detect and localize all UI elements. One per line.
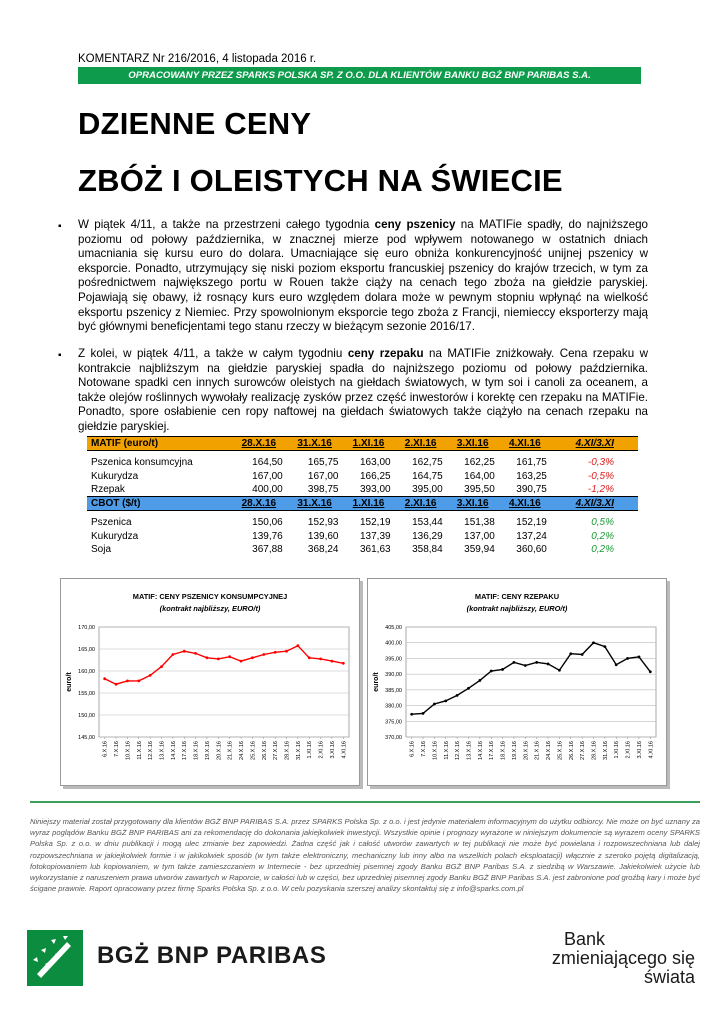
paragraph-wheat-pre: W piątek 4/11, a także na przestrzeni całego tygodnia	[78, 218, 375, 231]
table-row	[87, 470, 638, 484]
matif-header-cell: 3.XI.16	[447, 437, 499, 451]
price-cell: 395,00	[412, 484, 443, 495]
data-point	[581, 653, 584, 656]
data-point	[456, 694, 459, 697]
price-cell: 152,93	[307, 517, 339, 529]
data-point	[171, 653, 174, 656]
paragraph-wheat-post: na MATIFie spadły, do najniższego poziomu od połowy października, w znacznej mierze pod wpływem notowanego w ostatnich dniach umacniania się kursu euro do dolara. Umacniające się euro obniża konkurencyjność unijnej pszenicy w eksporcie. Ponadto, utrzymujący się niski poziom eksportu francuskiej pszenicy do krajów trzecich, w tym za pośrednictwem największego portu w Rouen także ciąży na cenach tego zboża na giełdzie paryskiej. Pojawiają się obawy, iż rosnący kurs euro względem dolara może w pewnym stopniu wpłynąć na wielkość eksportu pszenicy z Niemiec. Przy spowolnionym eksporcie tego zboża z Francji, niemieccy eksporterzy mają być głównymi beneficjentami tego stanu rzeczy w bieżącym sezonie 2016/17.	[78, 218, 648, 334]
data-point	[490, 670, 493, 673]
x-tick-label: 25.X.16	[250, 741, 257, 760]
x-tick-label: 19.X.16	[511, 741, 518, 760]
x-tick-label: 31.X.16	[602, 741, 609, 760]
slogan	[552, 930, 695, 987]
commodity-name: Soja	[91, 544, 112, 556]
wheat-chart-svg	[61, 579, 361, 787]
price-cell: 162,75	[412, 457, 443, 469]
data-point	[240, 660, 243, 663]
rapeseed-chart	[367, 578, 667, 786]
commodity-name: Pszenica konsumcyjna	[91, 457, 193, 469]
cbot-header-cell: 1.XI.16	[342, 497, 394, 511]
y-tick-label: 395,00	[385, 656, 402, 663]
data-point	[115, 683, 118, 686]
price-cell: 153,44	[412, 517, 443, 529]
y-tick-label: 155,00	[78, 691, 95, 697]
stars-icon	[27, 930, 83, 986]
paragraph-rapeseed-bold: ceny rzepaku	[347, 347, 424, 360]
price-cell: 163,25	[516, 470, 547, 482]
x-tick-label: 25.X.16	[557, 741, 564, 760]
table-row	[87, 456, 638, 470]
price-cell: 368,24	[307, 544, 339, 556]
y-tick-label: 170,00	[78, 625, 95, 631]
disclaimer-text: Niniejszy materiał został przygotowany dla klientów BGŻ BNP PARIBAS S.A. przez SPARKS Polska Sp. z o.o. i jest jedynie materiałem informacyjnym do użytku odbiorcy. Nie może on być uznany za wyraz poglądów Banku BGŻ BNP PARIBAS ani za rekomendację do dokonania jakiejkolwiek inwestycji. Wszystkie opinie i prognozy wyrażone w niniejszym dokumencie są wyrazem oceny SPARKS Polska Sp. z o.o. w dniu publikacji i mogą ulec zmianie bez zapowiedzi. Żadna część jak i całość utworów zawartych w tej publikacji nie może być powielana i rozpowszechniana lub dalej rozpowszechniana w jakiejkolwiek formie i w jakikolwiek sposób (w tym także elektroniczny, mechaniczny lub inny albo na wszelkich polach eksploatacji) włącznie z szeroko pojętą digitalizacją, fotokopiowaniem lub kopiowaniem, w tym także zamieszczaniem w Internecie - bez uprzedniej pisemnej zgody Banku BGŻ BNP Paribas S.A. z siedzibą w Warszawie. Jakiekolwiek użycie lub wykorzystanie z naruszeniem prawa utworów zawartych w Raporcie, w całości lub w części, bez uprzedniej pisemnej zgody Banku BGŻ BNP Paribas S.A. jest zabronione pod groźbą kary i może być ścigane prawnie. Raport opracowany przez firmę Sparks Polska Sp. z o.o. W celu pozyskania szerszej analizy skontaktuj się z info@sparks.com.pl	[30, 817, 700, 894]
matif-header-cell: 31.X.16	[287, 437, 343, 451]
price-cell: 165,75	[307, 457, 339, 469]
data-point	[478, 679, 481, 682]
x-tick-label: 27.X.16	[273, 741, 280, 760]
data-point	[547, 663, 550, 666]
matif-header	[87, 437, 638, 451]
table-row	[87, 543, 638, 557]
x-tick-label: 7.X.16	[114, 741, 121, 757]
price-cell: 163,00	[359, 457, 391, 469]
x-tick-label: 12.X.16	[148, 741, 155, 760]
x-tick-label: 24.X.16	[239, 741, 246, 760]
paragraph-rapeseed-pre: Z kolei, w piątek 4/11, a także w całym tygodniu	[78, 347, 348, 360]
x-tick-label: 11.X.16	[443, 741, 450, 760]
data-point	[103, 677, 106, 680]
cbot-header-cell: 4.XI/3.XI	[551, 497, 638, 511]
data-point	[331, 660, 334, 663]
data-point	[217, 658, 220, 661]
price-cell: 167,00	[307, 470, 339, 482]
y-tick-label: 150,00	[78, 713, 95, 719]
data-point	[615, 663, 618, 666]
cbot-header-cell: 4.XI.16	[499, 497, 551, 511]
price-cell: 398,75	[307, 484, 339, 495]
cbot-header-cell: 31.X.16	[287, 497, 343, 511]
price-cell: 136,29	[412, 530, 443, 542]
price-cell: 137,00	[464, 530, 495, 542]
data-point	[285, 650, 288, 653]
matif-header-cell: 4.XI/3.XI	[551, 437, 638, 451]
change-cell: -1,2%	[587, 484, 614, 495]
price-cell: 162,25	[464, 457, 495, 469]
x-tick-label: 31.X.16	[295, 741, 302, 760]
wheat-chart	[60, 578, 360, 786]
x-tick-label: 18.X.16	[500, 741, 507, 760]
x-tick-label: 1.XI.16	[307, 741, 314, 759]
x-tick-label: 14.X.16	[170, 741, 177, 760]
price-table	[87, 436, 638, 557]
commodity-name: Rzepak	[91, 484, 125, 495]
plot-area	[406, 627, 656, 737]
x-tick-label: 20.X.16	[523, 741, 530, 760]
data-point	[422, 712, 425, 715]
price-cell: 151,38	[464, 517, 495, 529]
x-tick-label: 12.X.16	[455, 741, 462, 760]
bullet-2: ▪	[58, 350, 62, 361]
price-cell: 393,00	[359, 484, 391, 495]
matif-header-cell: 28.X.16	[231, 437, 287, 451]
data-point	[603, 645, 606, 648]
price-cell: 361,63	[359, 544, 391, 556]
price-cell: 164,50	[252, 457, 283, 469]
x-tick-label: 27.X.16	[580, 741, 587, 760]
data-point	[513, 661, 516, 664]
x-tick-label: 1.XI.16	[614, 741, 621, 759]
data-point	[558, 669, 561, 672]
data-point	[149, 674, 152, 677]
price-cell: 167,00	[252, 470, 283, 482]
data-point	[160, 665, 163, 668]
data-point	[228, 655, 231, 658]
y-tick-label: 165,00	[78, 647, 95, 653]
y-tick-label: 380,00	[385, 703, 402, 710]
data-point	[262, 653, 265, 656]
slogan-line3: świata	[643, 967, 695, 987]
x-tick-label: 10.X.16	[125, 741, 132, 760]
x-tick-label: 20.X.16	[216, 741, 223, 760]
rapeseed-chart-title: MATIF: CENY RZEPAKU	[474, 592, 560, 601]
y-tick-label: 400,00	[385, 640, 402, 647]
paragraph-wheat-bold: ceny pszenicy	[374, 218, 456, 231]
x-tick-label: 18.X.16	[193, 741, 200, 760]
data-point	[467, 687, 470, 690]
price-cell: 150,06	[252, 517, 283, 529]
price-cell: 152,19	[359, 517, 391, 529]
matif-header-cell: MATIF (euro/t)	[87, 437, 231, 451]
slogan-line1: Bank	[563, 929, 605, 949]
y-tick-label: 160,00	[78, 669, 95, 675]
x-tick-label: 7.X.16	[421, 741, 428, 757]
x-tick-label: 26.X.16	[568, 741, 575, 760]
wheat-chart-subtitle: (kontrakt najbliższy, EURO/t)	[159, 604, 261, 613]
cbot-header-cell: 3.XI.16	[447, 497, 499, 511]
change-cell: 0,5%	[591, 517, 614, 529]
table-row	[87, 530, 638, 544]
bank-logo-icon	[27, 930, 83, 986]
data-point	[535, 661, 538, 664]
data-point	[638, 655, 641, 658]
cbot-header-cell: 2.XI.16	[395, 497, 447, 511]
cbot-header-cell: 28.X.16	[231, 497, 287, 511]
data-point	[296, 644, 299, 647]
slogan-line2: zmieniającego się	[551, 948, 695, 968]
y-tick-label: 145,00	[78, 735, 95, 741]
paragraph-rapeseed	[78, 347, 648, 435]
footer-divider	[30, 801, 700, 803]
x-tick-label: 11.X.16	[136, 741, 143, 760]
prepared-by-bar: OPRACOWANY PRZEZ SPARKS POLSKA SP. Z O.O. DLA KLIENTÓW BANKU BGŻ BNP PARIBAS S.A.	[78, 67, 641, 84]
x-tick-label: 2.XI.16	[318, 741, 325, 759]
price-cell: 164,75	[412, 470, 443, 482]
x-tick-label: 4.XI.16	[648, 741, 655, 759]
price-cell: 139,60	[307, 530, 339, 542]
price-cell: 395,50	[464, 484, 495, 495]
x-tick-label: 3.XI.16	[636, 741, 643, 759]
data-point	[126, 680, 129, 683]
data-point	[501, 668, 504, 671]
change-cell: 0,2%	[591, 530, 614, 542]
commodity-name: Pszenica	[91, 517, 132, 529]
data-point	[137, 680, 140, 683]
data-point	[183, 650, 186, 653]
table-row	[87, 483, 638, 497]
y-tick-label: 370,00	[385, 735, 402, 741]
price-cell: 137,39	[359, 530, 391, 542]
data-point	[319, 658, 322, 661]
data-point	[342, 662, 345, 665]
price-cell: 166,25	[359, 470, 391, 482]
page-title-line1: DZIENNE CENY	[78, 106, 312, 141]
y-tick-label: 405,00	[385, 625, 402, 631]
x-tick-label: 10.X.16	[432, 741, 439, 760]
price-cell: 152,19	[516, 517, 547, 529]
x-tick-label: 28.X.16	[284, 741, 291, 760]
commodity-name: Kukurydza	[91, 530, 139, 542]
y-tick-label: 390,00	[385, 672, 402, 679]
bullet-1: ▪	[58, 221, 62, 232]
price-cell: 359,94	[464, 544, 495, 556]
y-axis-label: euro/t	[66, 672, 73, 692]
y-axis-label: euro/t	[373, 672, 380, 692]
data-point	[444, 699, 447, 702]
price-cell: 161,75	[516, 457, 547, 469]
x-tick-label: 28.X.16	[591, 741, 598, 760]
x-tick-label: 6.X.16	[409, 741, 416, 757]
page-title-line2: ZBÓŻ I OLEISTYCH NA ŚWIECIE	[78, 163, 563, 198]
data-point	[194, 652, 197, 655]
paragraph-rapeseed-post: na MATIFie zniżkowały. Cena rzepaku w kontrakcie najbliższym na giełdzie paryskiej spadła do najniższego poziomu od połowy października. Notowane spadki cen innych surowców oleistych na giełdach światowych, w tym soi i canoli za oceanem, a także olejów roślinnych wywołały realizację zysków przez część inwestorów i korektę cen rzepaku na MATIFie. Ponadto, spore osłabienie cen ropy naftowej na giełdach światowych także ciążyło na cenach rzepaku na giełdzie paryskiej.	[78, 347, 649, 433]
x-tick-label: 4.XI.16	[341, 741, 348, 759]
x-tick-label: 3.XI.16	[329, 741, 336, 759]
rapeseed-chart-subtitle: (kontrakt najbliższy, EURO/t)	[466, 604, 568, 613]
change-cell: 0,2%	[591, 544, 614, 556]
data-point	[308, 656, 311, 659]
matif-header-cell: 4.XI.16	[499, 437, 551, 451]
change-cell: -0,5%	[587, 470, 614, 482]
rapeseed-chart-svg	[368, 579, 668, 787]
paragraph-wheat	[78, 218, 648, 335]
price-cell: 358,84	[412, 544, 443, 556]
data-point	[251, 656, 254, 659]
x-tick-label: 14.X.16	[477, 741, 484, 760]
x-tick-label: 19.X.16	[204, 741, 211, 760]
data-point	[569, 652, 572, 655]
data-point	[626, 657, 629, 660]
data-point	[433, 703, 436, 706]
x-tick-label: 13.X.16	[159, 741, 166, 760]
wheat-chart-title: MATIF: CENY PSZENICY KONSUMPCYJNEJ	[132, 592, 288, 601]
matif-header-cell: 2.XI.16	[395, 437, 447, 451]
price-cell: 390,75	[516, 484, 547, 495]
x-tick-label: 17.X.16	[182, 741, 189, 760]
x-tick-label: 6.X.16	[102, 741, 109, 757]
data-point	[206, 656, 209, 659]
matif-header-cell: 1.XI.16	[342, 437, 394, 451]
x-tick-label: 26.X.16	[261, 741, 268, 760]
x-tick-label: 2.XI.16	[625, 741, 632, 759]
x-tick-label: 17.X.16	[489, 741, 496, 760]
plot-area	[99, 627, 349, 737]
data-point	[649, 670, 652, 673]
price-cell: 400,00	[252, 484, 283, 495]
data-point	[274, 651, 277, 654]
x-tick-label: 21.X.16	[227, 741, 234, 760]
y-tick-label: 375,00	[385, 719, 402, 726]
x-tick-label: 24.X.16	[546, 741, 553, 760]
table-row	[87, 516, 638, 530]
commodity-name: Kukurydza	[91, 470, 139, 482]
data-point	[592, 641, 595, 644]
comment-header: KOMENTARZ Nr 216/2016, 4 listopada 2016 r.	[78, 53, 317, 65]
data-point	[410, 713, 413, 716]
cbot-header	[87, 497, 638, 511]
price-cell: 360,60	[516, 544, 547, 556]
price-cell: 139,76	[252, 530, 283, 542]
change-cell: -0,3%	[587, 457, 614, 469]
data-point	[524, 664, 527, 667]
x-tick-label: 13.X.16	[466, 741, 473, 760]
y-tick-label: 385,00	[385, 687, 402, 694]
price-cell: 367,88	[252, 544, 283, 556]
cbot-header-cell: CBOT ($/t)	[87, 497, 231, 511]
price-cell: 164,00	[464, 470, 495, 482]
price-cell: 137,24	[516, 530, 547, 542]
brand-name: BGŻ BNP PARIBAS	[97, 942, 327, 969]
x-tick-label: 21.X.16	[534, 741, 541, 760]
